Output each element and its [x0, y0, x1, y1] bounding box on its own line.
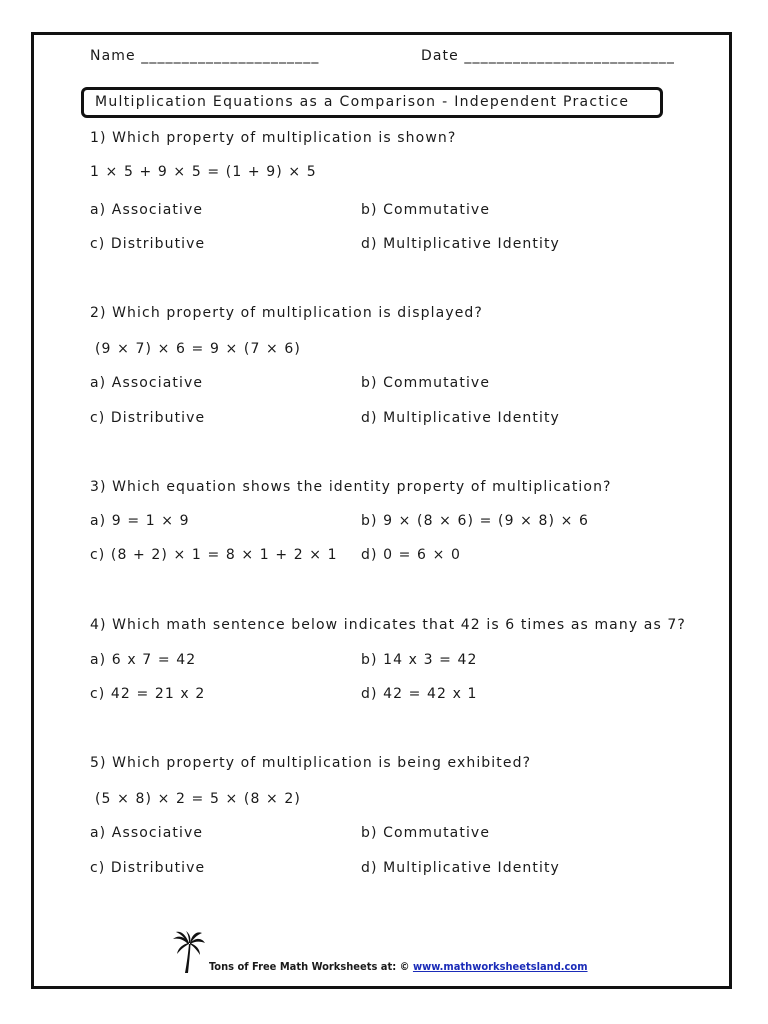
option-c: c) Distributive: [90, 236, 206, 252]
name-field: Name ______________________: [90, 48, 320, 64]
footer-label: Tons of Free Math Worksheets at: ©: [209, 960, 413, 973]
option-d: d) Multiplicative Identity: [361, 236, 560, 252]
palm-tree-icon: [172, 930, 206, 974]
question-prompt: 4) Which math sentence below indicates that 42 is 6 times as many as 7?: [90, 617, 686, 633]
option-b: b) Commutative: [361, 202, 491, 218]
question-prompt: 2) Which property of multiplication is displayed?: [90, 305, 483, 321]
footer: [172, 930, 632, 976]
option-b: b) Commutative: [361, 825, 491, 841]
question-expression: (9 × 7) × 6 = 9 × (7 × 6): [95, 341, 301, 357]
question-prompt: 3) Which equation shows the identity property of multiplication?: [90, 479, 612, 495]
option-c: c) Distributive: [90, 860, 206, 876]
option-d: d) 0 = 6 × 0: [361, 547, 461, 563]
option-c: c) (8 + 2) × 1 = 8 × 1 + 2 × 1: [90, 547, 338, 563]
footer-text: [209, 960, 588, 973]
date-field: Date __________________________: [421, 48, 676, 64]
question-prompt: 1) Which property of multiplication is shown?: [90, 130, 457, 146]
option-a: a) 9 = 1 × 9: [90, 513, 190, 529]
option-d: d) Multiplicative Identity: [361, 410, 560, 426]
option-a: a) Associative: [90, 825, 204, 841]
option-a: a) Associative: [90, 375, 204, 391]
footer-link[interactable]: www.mathworksheetsland.com: [412, 960, 588, 973]
option-a: a) 6 x 7 = 42: [90, 652, 197, 668]
option-b: b) 14 x 3 = 42: [361, 652, 478, 668]
question-expression: 1 × 5 + 9 × 5 = (1 + 9) × 5: [90, 164, 317, 180]
question-expression: (5 × 8) × 2 = 5 × (8 × 2): [95, 791, 301, 807]
worksheet-title: Multiplication Equations as a Comparison - Independent Practice: [81, 87, 663, 118]
option-d: d) Multiplicative Identity: [361, 860, 560, 876]
option-b: b) Commutative: [361, 375, 491, 391]
option-a: a) Associative: [90, 202, 204, 218]
option-b: b) 9 × (8 × 6) = (9 × 8) × 6: [361, 513, 590, 529]
option-c: c) 42 = 21 x 2: [90, 686, 206, 702]
option-d: d) 42 = 42 x 1: [361, 686, 478, 702]
option-c: c) Distributive: [90, 410, 206, 426]
question-prompt: 5) Which property of multiplication is being exhibited?: [90, 755, 532, 771]
